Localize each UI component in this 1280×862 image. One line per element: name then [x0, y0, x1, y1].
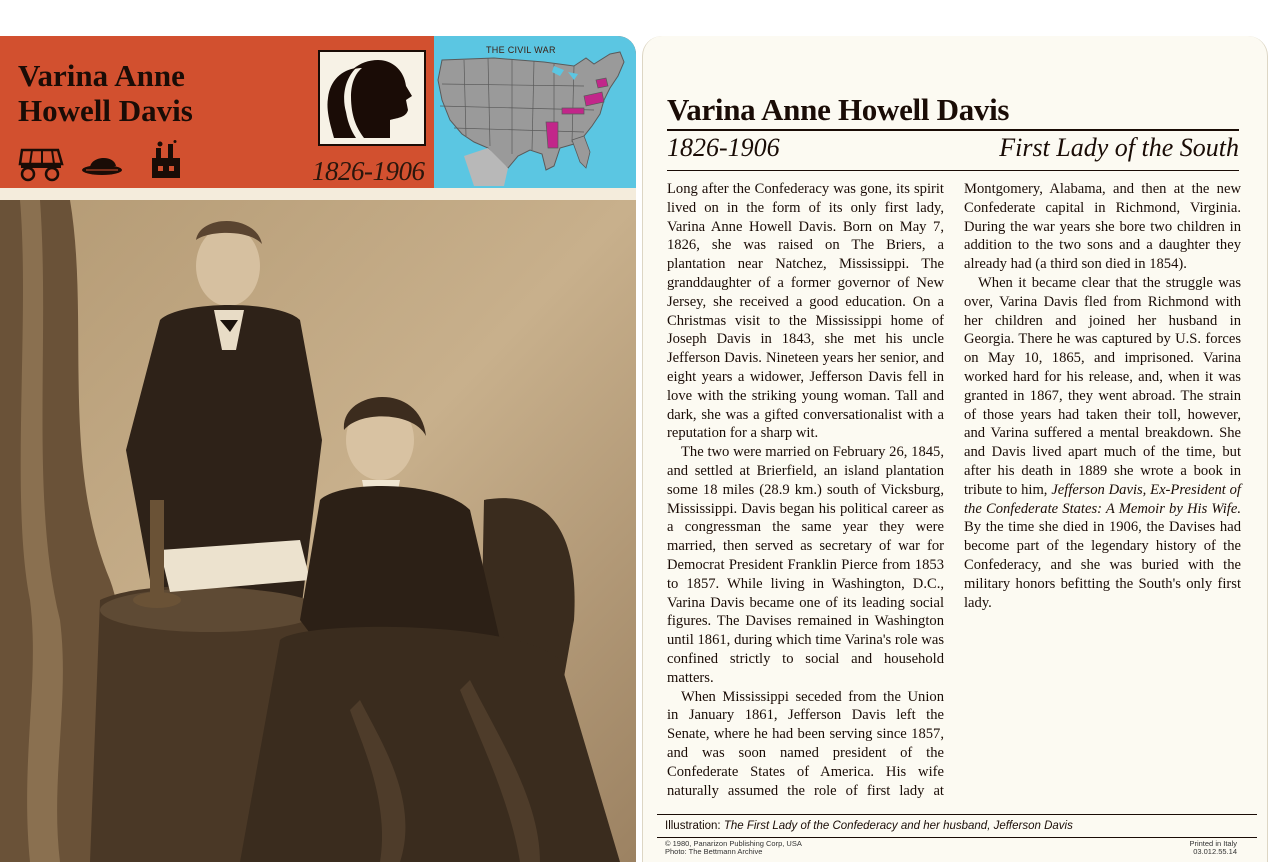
paragraph-3: When Mississippi seceded from the Union in January 1861, Jefferson Davis left the Senate, where he had been serving since 1857, and was soon named president of the Confederate States of America. His wife naturally assumed the role of first lady at Montgomery, Alabama, and then at the new Confederate capital in Richmond, Virginia. During the war years she bore two children in addition to the two sons and a daughter they already had (a third son died in 1854). — [667, 181, 1241, 799]
map-label: THE CIVIL WAR — [486, 45, 556, 55]
paragraph-1: Long after the Confederacy was gone, its spirit lived on in the form of its only first lady, Varina Anne Howell Davis. Born on May 7, 1826, she was raised on The Briers, a plantation near Natchez, Mississippi. The granddaughter of a former governor of New Jersey, she received a good education. On a Christmas visit to the Mississippi home of Joseph Davis in 1843, she met his uncle Jefferson Davis. Nineteen years her senior, and eight years a widower, Jefferson Davis fell in love with the striking young woman. Tall and dark, she was a gifted conversationalist with a reputation for a sharp wit. — [667, 181, 944, 442]
silhouette-heads-icon — [320, 52, 424, 144]
title-line-2: Howell Davis — [18, 93, 193, 128]
photo-credit: Photo: The Bettmann Archive — [665, 847, 763, 856]
back-card — [642, 36, 1268, 862]
article-title: Varina Anne Howell Davis — [667, 92, 1010, 127]
credits — [665, 840, 802, 856]
article-body — [667, 180, 1241, 804]
category-icons — [18, 144, 198, 184]
illustration-caption — [665, 820, 1255, 832]
card-years: 1826-1906 — [312, 156, 425, 186]
book-title: Jefferson Davis, Ex-President of the Confederate States: A Memoir by His Wife. — [964, 481, 1241, 517]
map-graphic — [434, 36, 636, 188]
card-title — [18, 58, 308, 128]
hat-icon — [80, 150, 124, 180]
card-header — [0, 36, 636, 188]
photo-image — [0, 200, 636, 862]
title-line-1: Varina Anne — [18, 58, 185, 93]
front-card — [0, 36, 636, 862]
subtitle-rule — [667, 170, 1239, 171]
card-code: 03.012.55.14 — [1193, 847, 1237, 856]
paragraph-2: The two were married on February 26, 1845, and settled at Brierfield, an island plantation some 18 miles (28.9 km.) south of Vicksburg, Mississippi. Davis began his political career as a congressman the same year they were married, then served as secretary of war for Democrat President Franklin Pierce from 1853 to 1857. While living in Washington, D.C., Varina Davis became one of its leading social figures. The Davises remained in Washington until 1861, during which time Varina's role was confined strictly to social and household matters. — [667, 444, 944, 686]
article-subtitle: First Lady of the South — [999, 133, 1239, 162]
paragraph-4-text: When it became clear that the struggle was over, Varina Davis fled from Richmond with her children and joined her husband in Georgia. There he was captured by U.S. forces on May 10, 1865, and imprisoned. Varina worked hard for his release, and, when it was granted in 1867, they went abroad. The strain of those years had taken their toll, however, and Varina suffered a mental breakdown. She and Davis lived apart much of the time, but after his death in 1889 she wrote a book in tribute to him, — [964, 274, 1241, 498]
covered-wagon-icon — [18, 144, 64, 182]
article-years: 1826-1906 — [667, 133, 780, 162]
illustration-text: The First Lady of the Confederacy and her husband, Jefferson Davis — [723, 820, 1073, 832]
title-rule — [667, 129, 1239, 131]
printed-in: Printed in Italy — [1189, 839, 1237, 848]
historical-photo — [0, 200, 636, 862]
factory-icon — [148, 140, 184, 180]
us-map — [434, 36, 636, 188]
illustration-label: Illustration: — [665, 820, 721, 832]
print-info — [1189, 840, 1237, 856]
portrait-silhouette — [318, 50, 426, 146]
paragraph-4 — [964, 274, 1241, 612]
footer-rule — [657, 837, 1257, 838]
copyright: © 1980, Panarizon Publishing Corp, USA — [665, 839, 802, 848]
closing-text: By the time she died in 1906, the Davises had become part of the legendary history of the Confederacy, and she was buried with the military honors befitting the South's only first lady. — [964, 519, 1241, 611]
illustration-rule — [657, 814, 1257, 815]
